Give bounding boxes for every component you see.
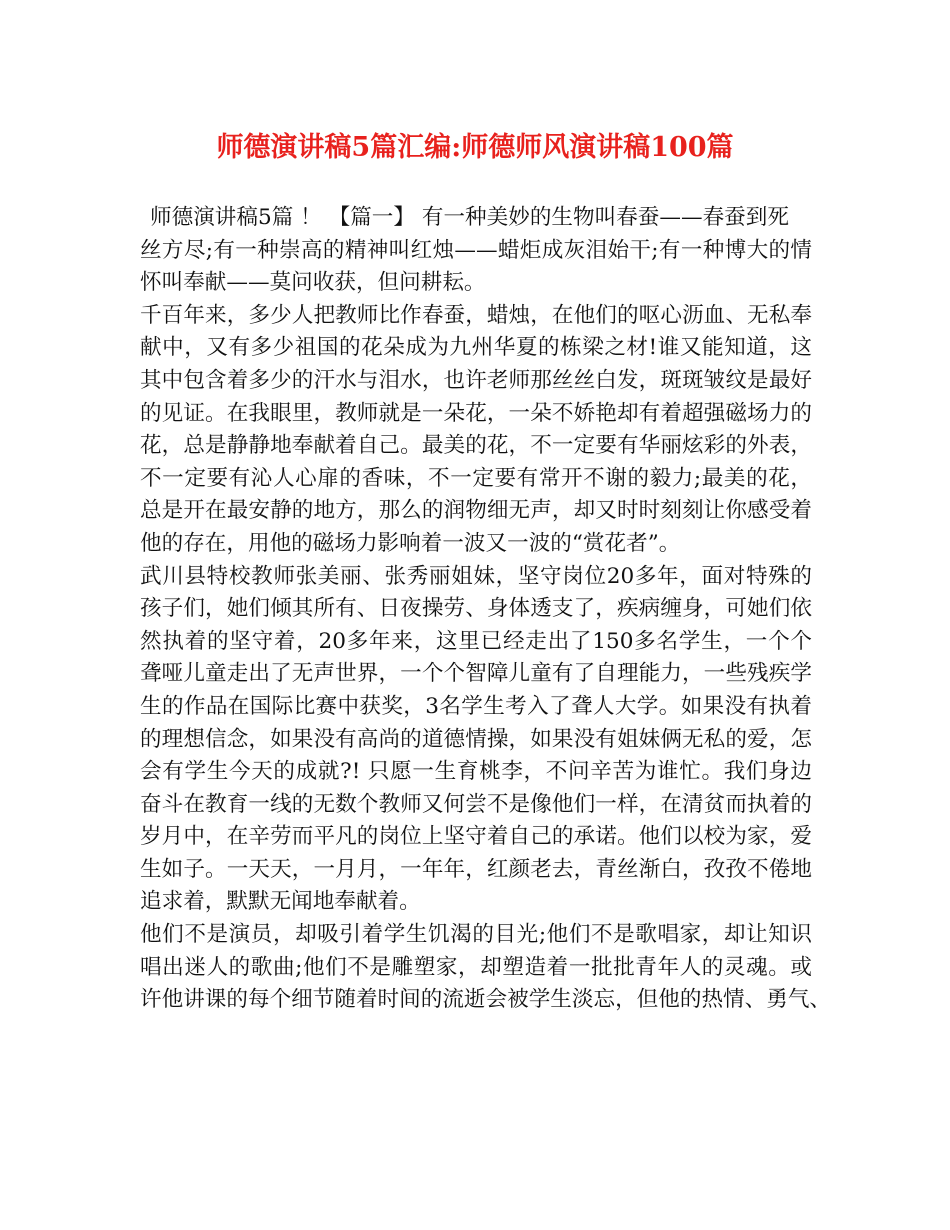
text-line: 不一定要有沁人心扉的香味，不一定要有常开不谢的毅力;最美的花， bbox=[140, 465, 812, 491]
text-line: 生的作品在国际比赛中获奖，3名学生考入了聋人大学。如果没有执着 bbox=[140, 693, 812, 719]
text-line: 丝方尽;有一种崇高的精神叫红烛——蜡炬成灰泪始干;有一种博大的情 bbox=[140, 237, 812, 263]
text-line: 千百年来，多少人把教师比作春蚕，蜡烛，在他们的呕心沥血、无私奉 bbox=[140, 302, 812, 328]
text-line: 的理想信念，如果没有高尚的道德情操，如果没有姐妹俩无私的爱，怎 bbox=[140, 726, 812, 752]
text-line: 怀叫奉献——莫问收获，但问耕耘。 bbox=[140, 270, 486, 296]
text-line: 他的存在，用他的磁场力影响着一波又一波的“赏花者”。 bbox=[140, 530, 681, 556]
text-line: 师德演讲稿5篇 ！ 【篇一】 有一种美妙的生物叫春蚕——春蚕到死 bbox=[150, 205, 789, 230]
text-line: 生如子。一天天，一月月，一年年，红颜老去，青丝渐白，孜孜不倦地 bbox=[140, 856, 812, 882]
text-line: 武川县特校教师张美丽、张秀丽姐妹，坚守岗位20多年，面对特殊的 bbox=[140, 563, 812, 589]
text-line: 献中，又有多少祖国的花朵成为九州华夏的栋梁之材!谁又能知道，这 bbox=[140, 335, 812, 361]
text-line: 然执着的坚守着，20多年来，这里已经走出了150多名学生，一个个 bbox=[140, 628, 812, 654]
text-line: 他们不是演员，却吸引着学生饥渴的目光;他们不是歌唱家，却让知识 bbox=[140, 922, 812, 948]
text-line: 聋哑儿童走出了无声世界，一个个智障儿童有了自理能力，一些残疾学 bbox=[140, 661, 812, 687]
text-line: 花，总是静静地奉献着自己。最美的花，不一定要有华丽炫彩的外表， bbox=[140, 433, 812, 459]
text-line: 其中包含着多少的汗水与泪水，也许老师那丝丝白发，斑斑皱纹是最好 bbox=[140, 367, 812, 393]
text-line: 会有学生今天的成就?! 只愿一生育桃李，不问辛苦为谁忙。我们身边 bbox=[140, 759, 812, 785]
text-line: 许他讲课的每个细节随着时间的流逝会被学生淡忘，但他的热情、勇气、 bbox=[140, 987, 832, 1013]
text-line: 唱出迷人的歌曲;他们不是雕塑家，却塑造着一批批青年人的灵魂。或 bbox=[140, 954, 812, 980]
document-title: 师德演讲稿5篇汇编:师德师风演讲稿100篇 bbox=[216, 132, 734, 163]
text-line: 孩子们，她们倾其所有、日夜操劳、身体透支了，疾病缠身，可她们依 bbox=[140, 596, 812, 622]
document-body bbox=[140, 202, 832, 1017]
text-line: 追求着，默默无闻地奉献着。 bbox=[140, 889, 421, 915]
text-line: 奋斗在教育一线的无数个教师又何尝不是像他们一样，在清贫而执着的 bbox=[140, 791, 812, 817]
text-line: 岁月中，在辛劳而平凡的岗位上坚守着自己的承诺。他们以校为家，爱 bbox=[140, 824, 812, 850]
text-line: 的见证。在我眼里，教师就是一朵花，一朵不娇艳却有着超强磁场力的 bbox=[140, 400, 812, 426]
text-line: 总是开在最安静的地方，那么的润物细无声，却又时时刻刻让你感受着 bbox=[140, 498, 812, 524]
